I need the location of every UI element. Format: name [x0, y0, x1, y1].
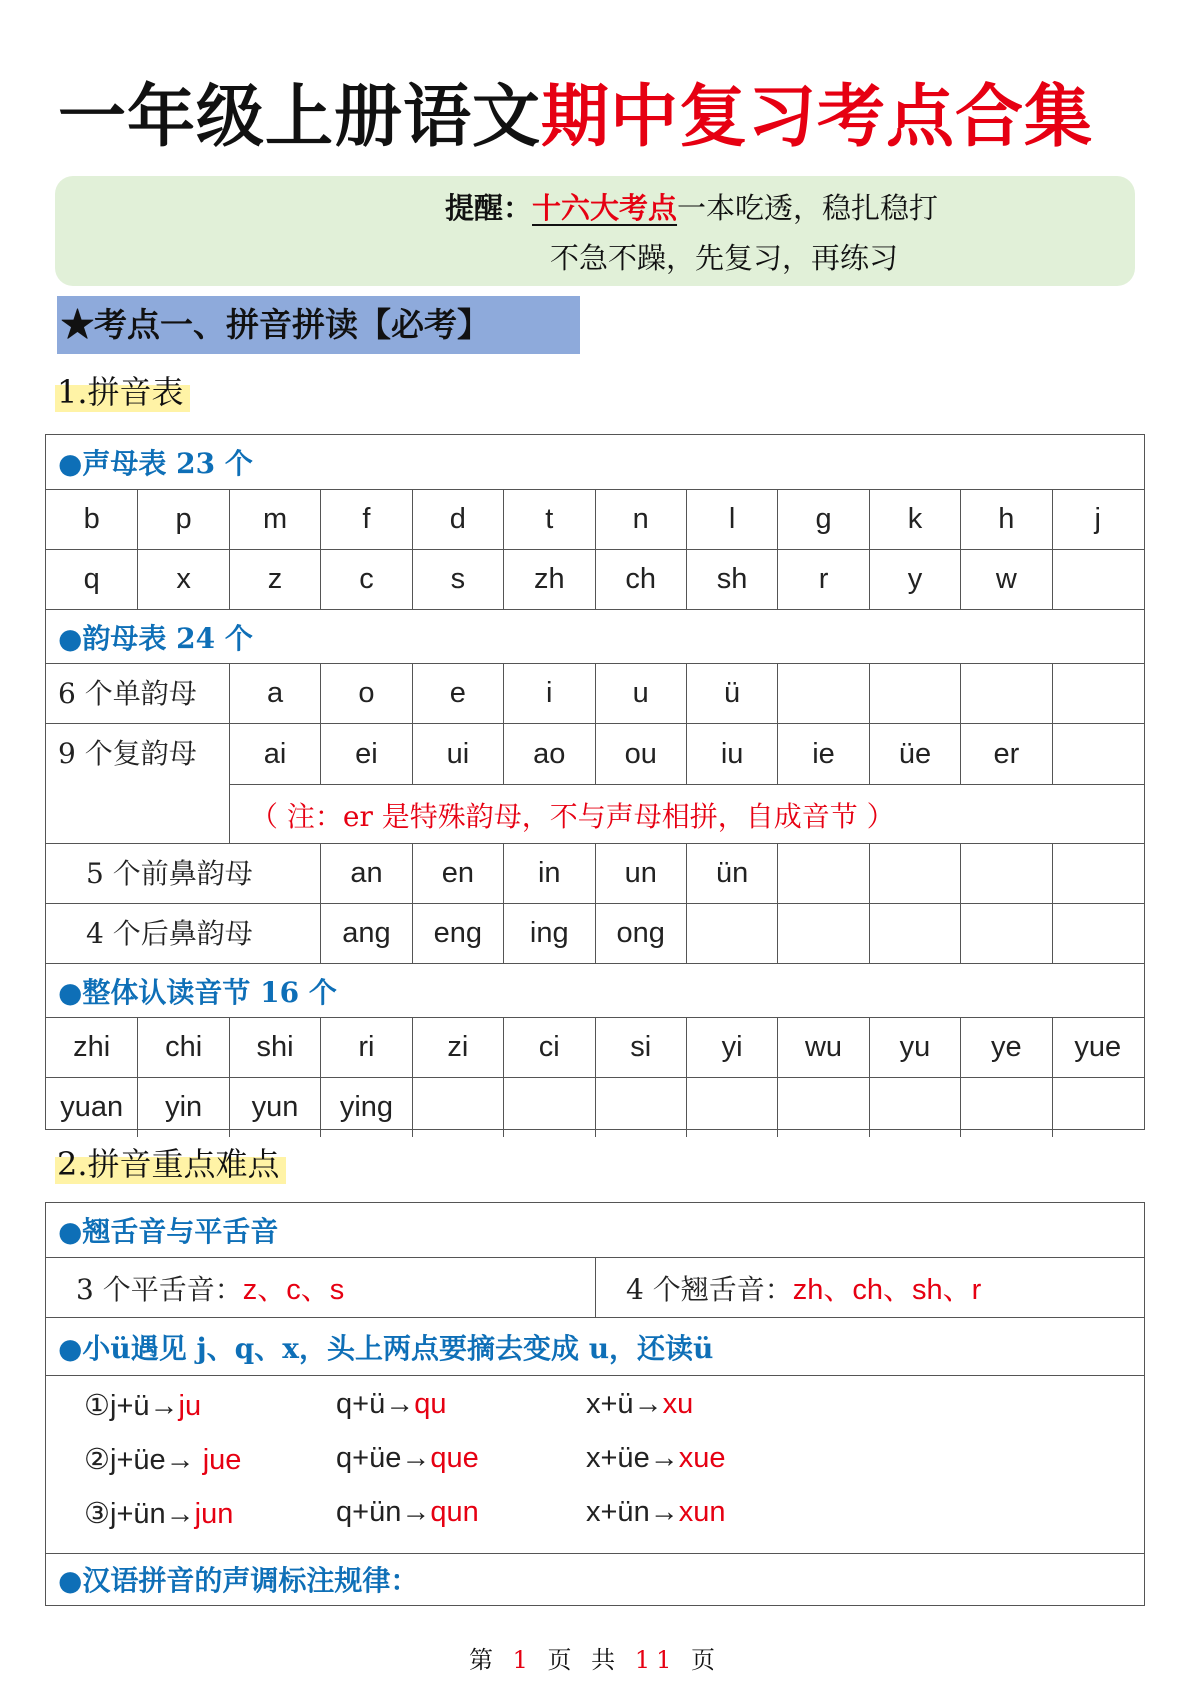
- compound-final-cell: iu: [686, 724, 777, 784]
- back-nasal-row: [46, 903, 1144, 963]
- u-rule-item: [84, 1496, 233, 1531]
- back-nasal-cell: ong: [595, 904, 686, 963]
- front-nasal-label: 5 个前鼻韵母: [86, 857, 253, 890]
- front-nasal-cell: [777, 844, 868, 903]
- whole-syllable-cell: zhi: [73, 1031, 111, 1063]
- front-nasal-row: [46, 843, 1144, 903]
- back-nasal-cell: eng: [412, 904, 503, 963]
- simple-final-cell: ü: [686, 664, 777, 723]
- compound-final-cell: ao: [503, 724, 594, 784]
- whole-syllable-cell: wu: [777, 1018, 868, 1077]
- u-rule-result: jun: [194, 1498, 234, 1530]
- flat-tongue-label: 3 个平舌音：: [76, 1272, 243, 1306]
- whole-syllable-cell: [1052, 1078, 1143, 1137]
- front-nasal-cell: [1052, 844, 1143, 903]
- whole-syllable-cell: yuan: [60, 1091, 124, 1123]
- u-rule-base: q+ü→: [336, 1388, 415, 1420]
- initial-cell: l: [686, 490, 777, 549]
- simple-final-cell: [1052, 664, 1143, 723]
- compound-finals-block: [46, 723, 1144, 843]
- whole-syllable-cell: [777, 1078, 868, 1137]
- initial-cell: [1052, 550, 1143, 609]
- simple-final-cell: [960, 664, 1051, 723]
- whole-syllable-cell: yin: [137, 1078, 228, 1137]
- compound-finals-label: 9 个复韵母: [58, 737, 197, 770]
- simple-final-cell: a: [229, 664, 320, 723]
- footer-middle: 页 共: [547, 1646, 622, 1674]
- initials-row-2: [46, 549, 1144, 609]
- subheading-pinyin-table: 1.拼音表: [55, 368, 190, 416]
- whole-syllable-cell: chi: [137, 1018, 228, 1077]
- u-rule-item: [336, 1388, 446, 1421]
- page-title: [58, 72, 1138, 162]
- simple-final-cell: [869, 664, 960, 723]
- initials-row-1: [46, 489, 1144, 549]
- finals-note-row: [229, 784, 1144, 844]
- compound-final-cell: üe: [869, 724, 960, 784]
- initial-cell: d: [412, 490, 503, 549]
- front-nasal-cell: [960, 844, 1051, 903]
- whole-syllable-cell: ri: [320, 1018, 411, 1077]
- whole-syllable-cell: yun: [229, 1078, 320, 1137]
- initial-cell: w: [960, 550, 1051, 609]
- u-rule-item: [84, 1388, 201, 1423]
- pinyin-table: [45, 434, 1145, 1130]
- footer-page-number: 1: [512, 1646, 534, 1674]
- whole-syllable-cell: ye: [960, 1018, 1051, 1077]
- whole-syllable-cell: [960, 1078, 1051, 1137]
- simple-final-cell: i: [503, 664, 594, 723]
- compound-final-cell: ei: [320, 724, 411, 784]
- retro-tongue-label: 4 个翘舌音：: [626, 1272, 793, 1306]
- u-heading-row: [46, 1317, 1144, 1375]
- simple-finals-row: [46, 663, 1144, 723]
- u-rule-item: [586, 1442, 725, 1475]
- initial-cell: j: [1052, 490, 1143, 549]
- initial-cell: f: [320, 490, 411, 549]
- u-rule-result: qun: [430, 1496, 479, 1528]
- front-nasal-cell: in: [503, 844, 594, 903]
- footer-total-pages: 11: [634, 1646, 678, 1674]
- u-rule-base: x+ü→: [586, 1388, 663, 1420]
- initial-cell: k: [869, 490, 960, 549]
- compound-final-cell: ou: [595, 724, 686, 784]
- initial-cell: y: [869, 550, 960, 609]
- whole-row-2: [46, 1077, 1144, 1137]
- u-rule-result: xue: [678, 1442, 726, 1474]
- initial-cell: c: [320, 550, 411, 609]
- u-rule-item: [586, 1496, 725, 1529]
- initial-cell: s: [412, 550, 503, 609]
- initial-cell: q: [83, 563, 100, 595]
- footer-suffix: 页: [691, 1646, 722, 1674]
- whole-syllable-cell: shi: [229, 1018, 320, 1077]
- title-part1: 一年级上册语文: [58, 77, 542, 157]
- initial-cell: n: [595, 490, 686, 549]
- reminder-line2: 不急不躁，先复习，再练习: [550, 241, 899, 275]
- u-rule-base: ②j+üe→: [84, 1444, 203, 1476]
- whole-syllable-cell: [412, 1078, 503, 1137]
- u-rule-item: [336, 1496, 479, 1529]
- initial-cell: m: [229, 490, 320, 549]
- whole-row-1: [46, 1017, 1144, 1077]
- back-nasal-cell: [869, 904, 960, 963]
- retro-tongue-value: zh、ch、sh、r: [792, 1274, 982, 1306]
- u-rule-result: xun: [678, 1496, 726, 1528]
- whole-syllable-cell: yue: [1052, 1018, 1143, 1077]
- footer-prefix: 第: [468, 1646, 499, 1674]
- finals-heading-row: [46, 609, 1144, 663]
- initial-cell: ch: [595, 550, 686, 609]
- simple-final-cell: o: [320, 664, 411, 723]
- simple-final-cell: e: [412, 664, 503, 723]
- initial-cell: t: [503, 490, 594, 549]
- reminder-box: [55, 176, 1135, 286]
- initial-cell: zh: [503, 550, 594, 609]
- u-rule-result: ju: [178, 1390, 202, 1422]
- front-nasal-cell: un: [595, 844, 686, 903]
- tone-heading-row: [46, 1553, 1144, 1604]
- simple-final-cell: u: [595, 664, 686, 723]
- front-nasal-cell: en: [412, 844, 503, 903]
- compound-final-cell: [1052, 724, 1143, 784]
- u-rule-result: xu: [662, 1388, 694, 1420]
- tongue-heading: ●翘舌音与平舌音: [58, 1215, 279, 1248]
- reminder-line1: [445, 186, 938, 227]
- whole-syllable-cell: si: [595, 1018, 686, 1077]
- back-nasal-cell: [960, 904, 1051, 963]
- whole-heading-row: [46, 963, 1144, 1017]
- compound-final-cell: ai: [229, 724, 320, 784]
- compound-final-cell: ie: [777, 724, 868, 784]
- flat-tongue-cell: [46, 1258, 595, 1317]
- initial-cell: h: [960, 490, 1051, 549]
- whole-syllable-cell: zi: [412, 1018, 503, 1077]
- finals-note: （ 注：er 是特殊韵母，不与声母相拼，自成音节 ）: [250, 799, 895, 833]
- whole-syllable-cell: ying: [320, 1078, 411, 1137]
- whole-syllable-cell: [503, 1078, 594, 1137]
- simple-finals-label: 6 个单韵母: [58, 677, 197, 710]
- front-nasal-cell: ün: [686, 844, 777, 903]
- initials-heading-row: [46, 435, 1144, 489]
- u-rule-result: jue: [202, 1444, 242, 1476]
- initial-cell: sh: [686, 550, 777, 609]
- subheading-difficulty: 2.拼音重点难点: [55, 1140, 286, 1188]
- u-rule-item: [84, 1442, 241, 1477]
- section-header: ★考点一、拼音拼读【必考】: [57, 296, 580, 354]
- front-nasal-cell: [869, 844, 960, 903]
- initial-cell: b: [83, 503, 100, 535]
- simple-final-cell: [777, 664, 868, 723]
- u-rule-base: ①j+ü→: [84, 1390, 179, 1422]
- tongue-heading-row: [46, 1203, 1144, 1257]
- u-heading: ●小ü遇见 j、q、x，头上两点要摘去变成 u，还读ü: [58, 1331, 714, 1365]
- title-part2: 期中复习考点合集: [541, 77, 1094, 157]
- back-nasal-cell: ing: [503, 904, 594, 963]
- reminder-highlight: 十六大考点: [532, 191, 678, 225]
- initial-cell: g: [777, 490, 868, 549]
- initials-heading: ●声母表 23 个: [58, 447, 253, 480]
- u-rule-result: qu: [414, 1388, 447, 1420]
- back-nasal-cell: ang: [320, 904, 411, 963]
- u-rule-base: q+ün→: [336, 1496, 431, 1528]
- compound-final-cell: ui: [412, 724, 503, 784]
- back-nasal-cell: [1052, 904, 1143, 963]
- u-rule-item: [336, 1442, 479, 1475]
- difficulty-table: [45, 1202, 1145, 1606]
- compound-finals-row: [229, 724, 1144, 784]
- whole-syllable-cell: [686, 1078, 777, 1137]
- u-rule-base: x+ün→: [586, 1496, 679, 1528]
- initial-cell: p: [137, 490, 228, 549]
- back-nasal-label: 4 个后鼻韵母: [86, 917, 253, 950]
- u-rule-item: [586, 1388, 693, 1421]
- compound-final-cell: er: [960, 724, 1051, 784]
- whole-syllable-cell: [595, 1078, 686, 1137]
- reminder-label: 提醒：: [445, 191, 533, 225]
- reminder-line1-rest: 一本吃透，稳扎稳打: [677, 191, 939, 225]
- initial-cell: z: [229, 550, 320, 609]
- whole-syllable-cell: [869, 1078, 960, 1137]
- retro-tongue-cell: [595, 1258, 1144, 1317]
- tongue-row: [46, 1257, 1144, 1317]
- whole-syllable-cell: ci: [503, 1018, 594, 1077]
- u-rule-base: ③j+ün→: [84, 1498, 195, 1530]
- page-footer: [0, 1640, 1190, 1675]
- whole-heading: ●整体认读音节 16 个: [58, 975, 337, 1009]
- u-rule-result: que: [430, 1442, 479, 1474]
- whole-syllable-cell: yi: [686, 1018, 777, 1077]
- flat-tongue-value: z、c、s: [242, 1274, 345, 1306]
- finals-heading: ●韵母表 24 个: [58, 621, 253, 655]
- whole-syllable-cell: yu: [869, 1018, 960, 1077]
- back-nasal-cell: [686, 904, 777, 963]
- u-rule-base: x+üe→: [586, 1442, 679, 1474]
- initial-cell: x: [137, 550, 228, 609]
- u-rule-base: q+üe→: [336, 1442, 431, 1474]
- back-nasal-cell: [777, 904, 868, 963]
- u-rules-block: [46, 1375, 1144, 1553]
- tone-heading: ●汉语拼音的声调标注规律：: [58, 1564, 419, 1597]
- initial-cell: r: [777, 550, 868, 609]
- front-nasal-cell: an: [320, 844, 411, 903]
